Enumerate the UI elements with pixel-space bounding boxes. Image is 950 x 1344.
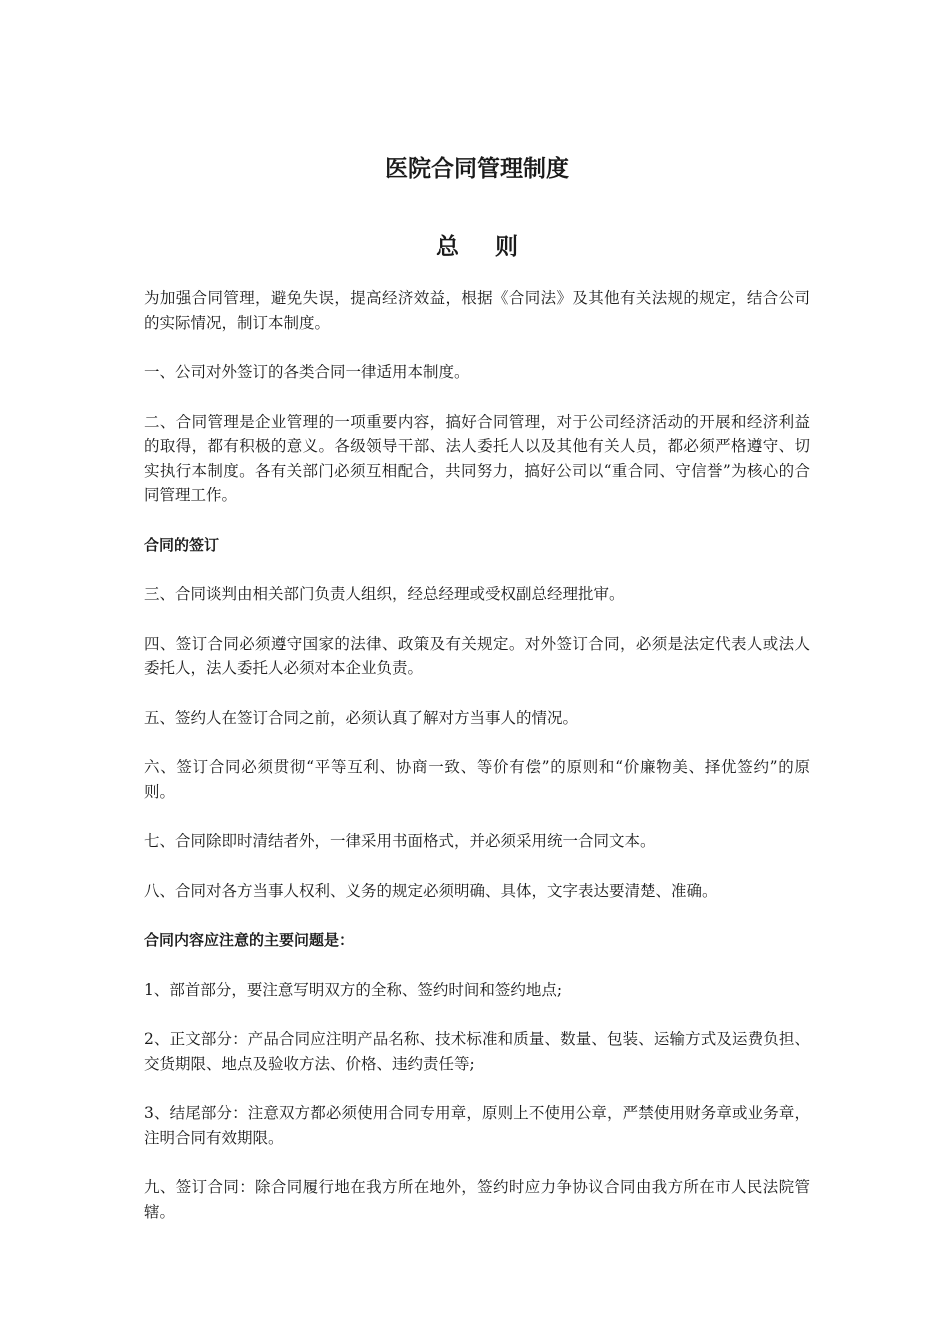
paragraph-article-4: 四、签订合同必须遵守国家的法律、政策及有关规定。对外签订合同，必须是法定代表人或法人委托人，法人委托人必须对本企业负责。 <box>144 634 810 677</box>
paragraph-article-1: 一、公司对外签订的各类合同一律适用本制度。 <box>144 363 470 381</box>
paragraph-article-8: 八、合同对各方当事人权利、义务的规定必须明确、具体，文字表达要清楚、准确。 <box>144 881 718 900</box>
section-title: 总 则 <box>435 234 532 260</box>
paragraph-item-1: 1、部首部分，要注意写明双方的全称、签约时间和签约地点; <box>144 980 563 999</box>
paragraph-article-7: 七、合同除即时清结者外，一律采用书面格式，并必须采用统一合同文本。 <box>144 832 656 850</box>
document-body <box>144 286 810 1249</box>
paragraph-article-2: 二、合同管理是企业管理的一项重要内容，搞好合同管理，对于公司经济活动的开展和经济利益的取得，都有积极的意义。各级领导干部、法人委托人以及其他有关人员，都必须严格遵守、切实执行本制度。各有关部门必须互相配合，共同努力，搞好公司以“重合同、守信誉”为核心的合同管理工作。 <box>144 412 810 504</box>
heading-contract-content: 合同内容应注意的主要问题是： <box>144 931 355 949</box>
paragraph-article-6: 六、签订合同必须贯彻“平等互利、协商一致、等价有偿”的原则和“价廉物美、择优签约”的原则。 <box>144 758 810 801</box>
paragraph-article-3: 三、合同谈判由相关部门负责人组织，经总经理或受权副总经理批审。 <box>144 585 625 603</box>
paragraph-intro: 为加强合同管理，避免失误，提高经济效益，根据《合同法》及其他有关法规的规定，结合公司的实际情况，制订本制度。 <box>144 289 810 332</box>
paragraph-article-9: 九、签订合同：除合同履行地在我方所在地外，签约时应力争协议合同由我方所在市人民法院管辖。 <box>144 1178 810 1221</box>
heading-contract-signing: 合同的签订 <box>144 535 220 554</box>
paragraph-article-5: 五、签约人在签订合同之前，必须认真了解对方当事人的情况。 <box>144 708 579 727</box>
document-title: 医院合同管理制度 <box>385 156 569 182</box>
paragraph-item-3: 3、结尾部分：注意双方都必须使用合同专用章，原则上不使用公章，严禁使用财务章或业务章，注明合同有效期限。 <box>144 1104 810 1147</box>
paragraph-item-2: 2、正文部分：产品合同应注明产品名称、技术标准和质量、数量、包装、运输方式及运费负担、交货期限、地点及验收方法、价格、违约责任等; <box>144 1030 810 1073</box>
